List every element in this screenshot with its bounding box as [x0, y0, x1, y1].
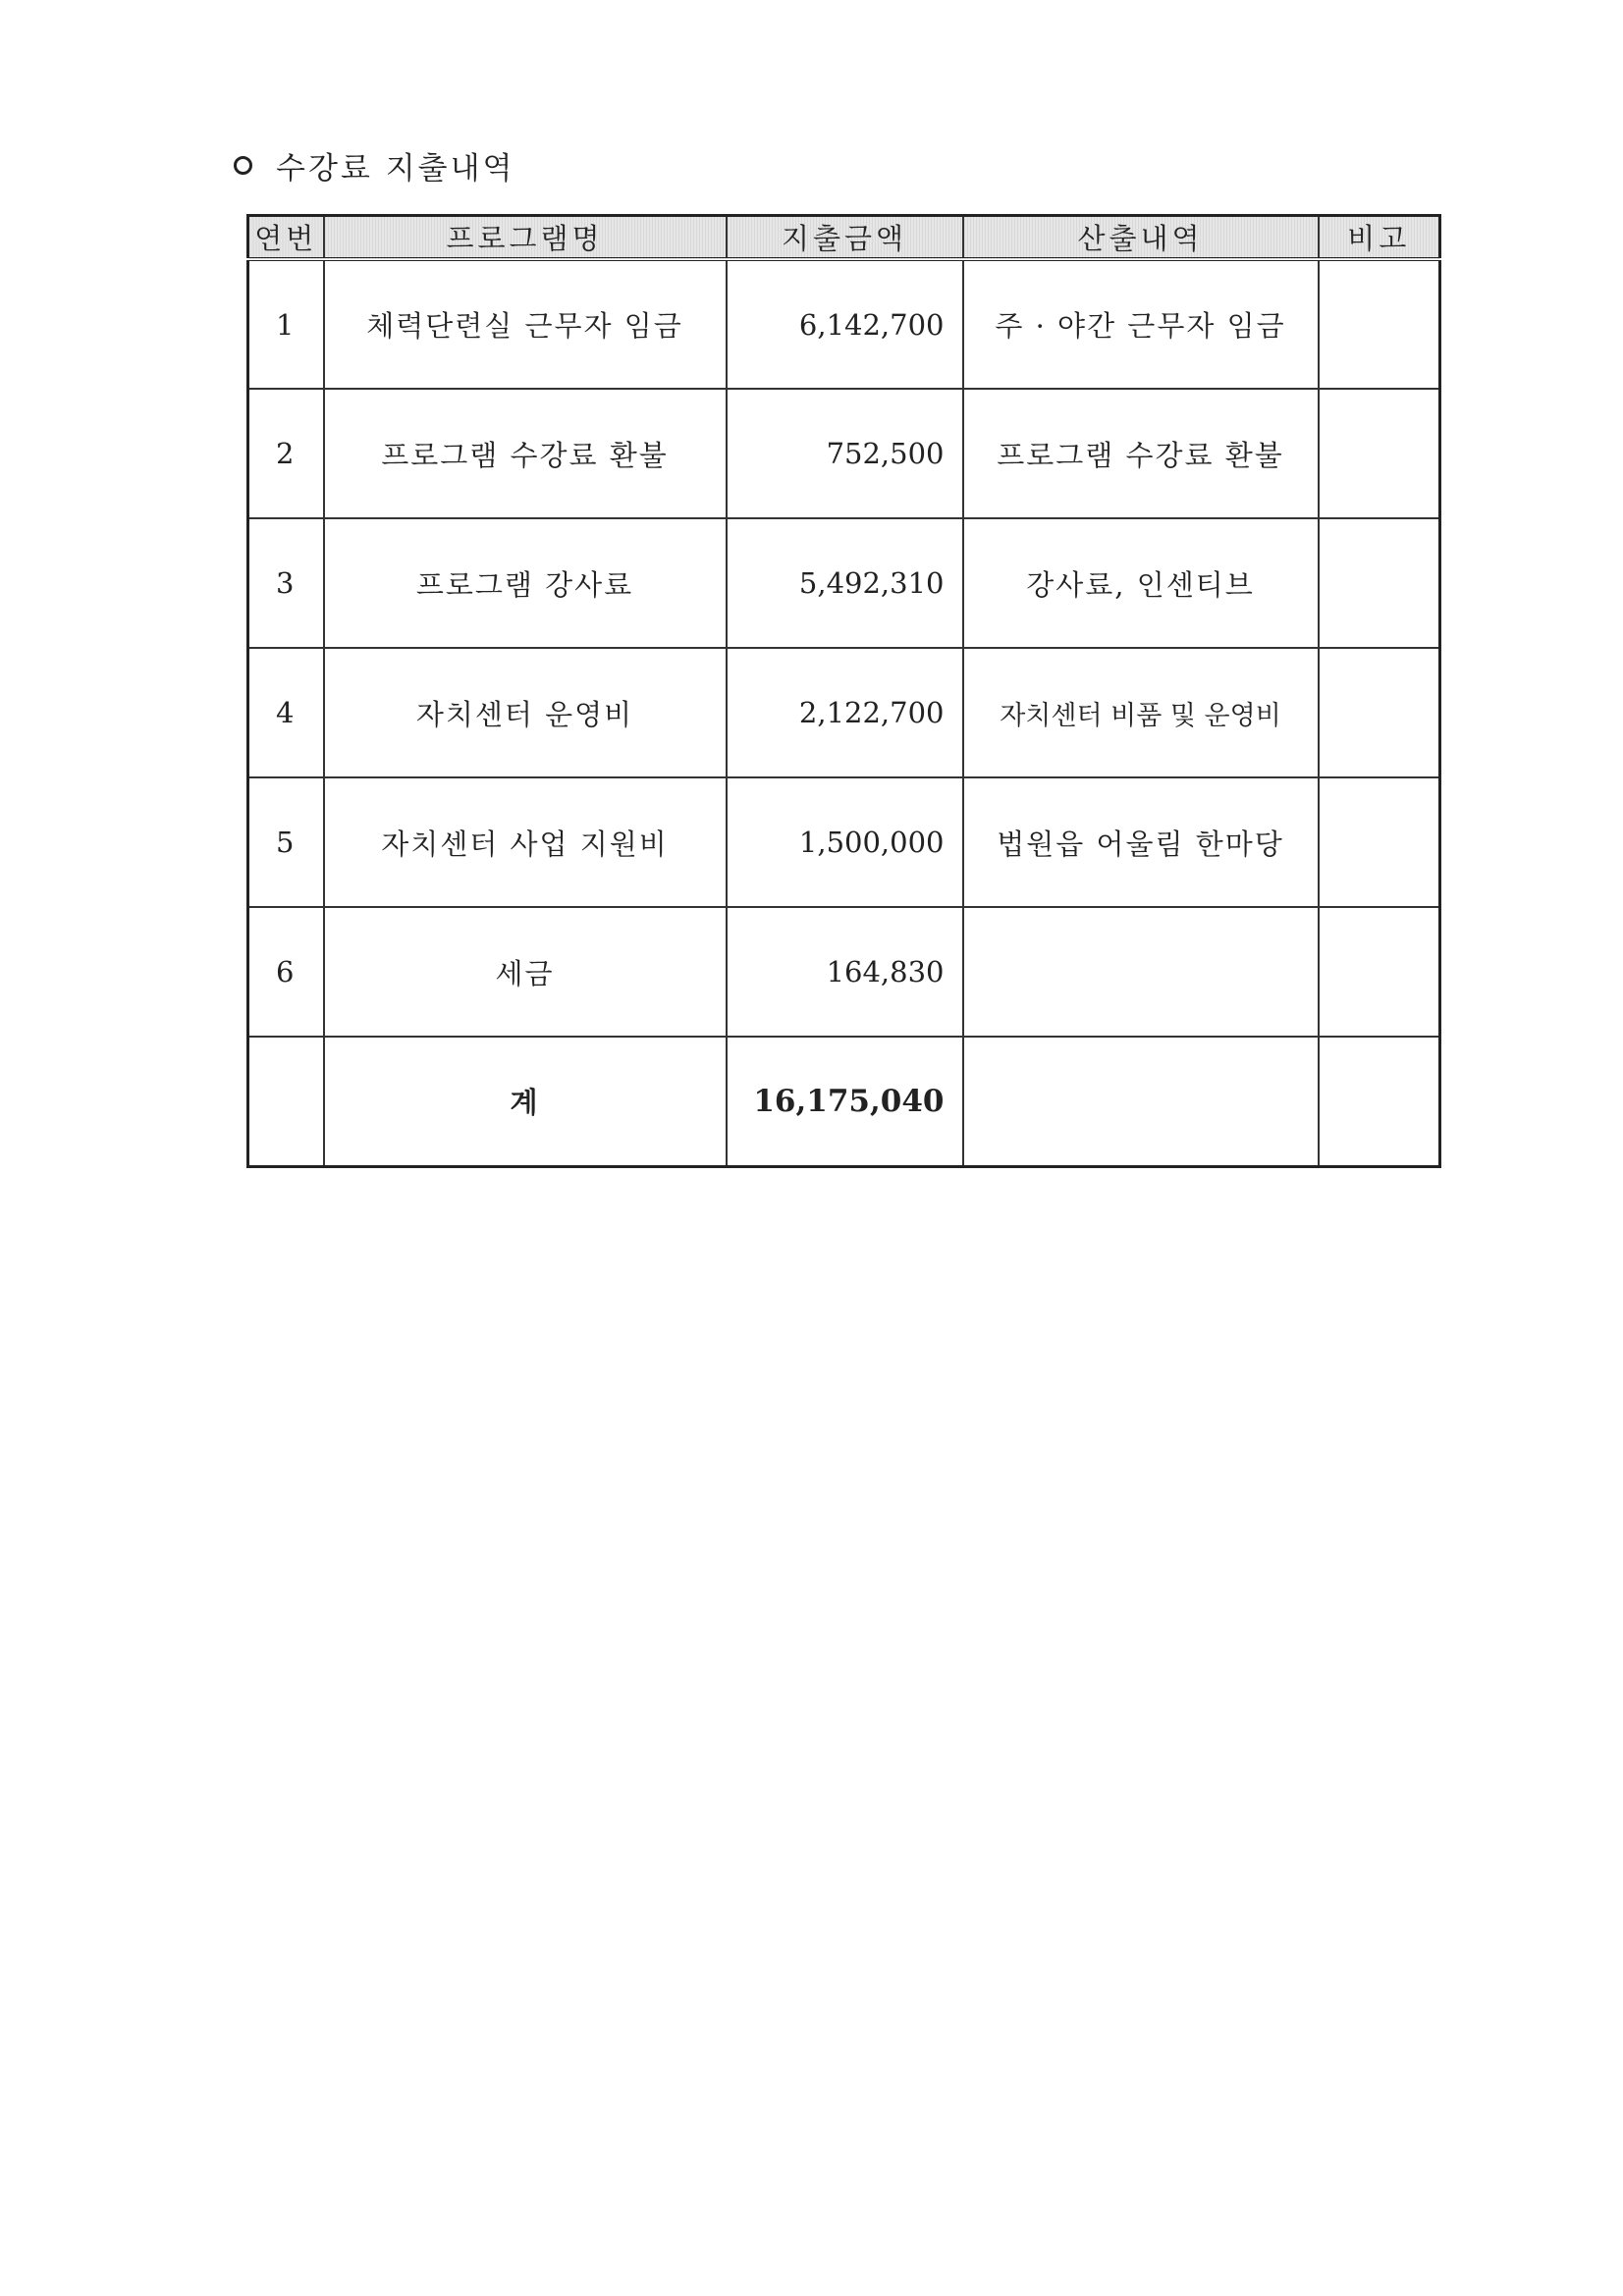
cell-no: 2 [248, 389, 324, 518]
cell-amount: 1,500,000 [727, 777, 963, 907]
cell-amount: 752,500 [727, 389, 963, 518]
header-amount: 지출금액 [727, 216, 963, 260]
table-row [248, 518, 1440, 648]
cell-amount: 164,830 [727, 907, 963, 1037]
cell-note-empty [1319, 1037, 1440, 1166]
cell-detail: 주 · 야간 근무자 임금 [963, 259, 1319, 389]
cell-program: 자치센터 사업 지원비 [324, 777, 727, 907]
cell-detail [963, 907, 1319, 1037]
total-amount: 16,175,040 [727, 1037, 963, 1166]
cell-note [1319, 259, 1440, 389]
table-row [248, 259, 1440, 389]
cell-program: 프로그램 수강료 환불 [324, 389, 727, 518]
table-row [248, 907, 1440, 1037]
total-row [248, 1037, 1440, 1166]
table-header-row [248, 216, 1440, 260]
cell-amount: 6,142,700 [727, 259, 963, 389]
cell-no: 4 [248, 648, 324, 777]
cell-program: 체력단련실 근무자 임금 [324, 259, 727, 389]
header-detail: 산출내역 [963, 216, 1319, 260]
cell-program: 자치센터 운영비 [324, 648, 727, 777]
total-label: 계 [324, 1037, 727, 1166]
cell-program: 프로그램 강사료 [324, 518, 727, 648]
cell-note [1319, 389, 1440, 518]
cell-amount: 5,492,310 [727, 518, 963, 648]
cell-program: 세금 [324, 907, 727, 1037]
cell-no: 3 [248, 518, 324, 648]
cell-detail: 프로그램 수강료 환불 [963, 389, 1319, 518]
expense-table [246, 214, 1441, 1168]
table-row [248, 389, 1440, 518]
circle-bullet-icon [234, 156, 252, 175]
cell-detail: 법원읍 어울림 한마당 [963, 777, 1319, 907]
table-row [248, 648, 1440, 777]
header-no: 연번 [248, 216, 324, 260]
cell-amount: 2,122,700 [727, 648, 963, 777]
cell-detail-empty [963, 1037, 1319, 1166]
cell-detail: 자치센터 비품 및 운영비 [963, 648, 1319, 777]
header-program: 프로그램명 [324, 216, 727, 260]
cell-no-empty [248, 1037, 324, 1166]
cell-no: 1 [248, 259, 324, 389]
cell-note [1319, 777, 1440, 907]
cell-note [1319, 907, 1440, 1037]
section-heading [234, 140, 514, 189]
header-note: 비고 [1319, 216, 1440, 260]
section-title: 수강료 지출내역 [276, 150, 515, 187]
cell-detail: 강사료, 인센티브 [963, 518, 1319, 648]
cell-no: 5 [248, 777, 324, 907]
cell-note [1319, 518, 1440, 648]
cell-note [1319, 648, 1440, 777]
table-row [248, 777, 1440, 907]
cell-no: 6 [248, 907, 324, 1037]
